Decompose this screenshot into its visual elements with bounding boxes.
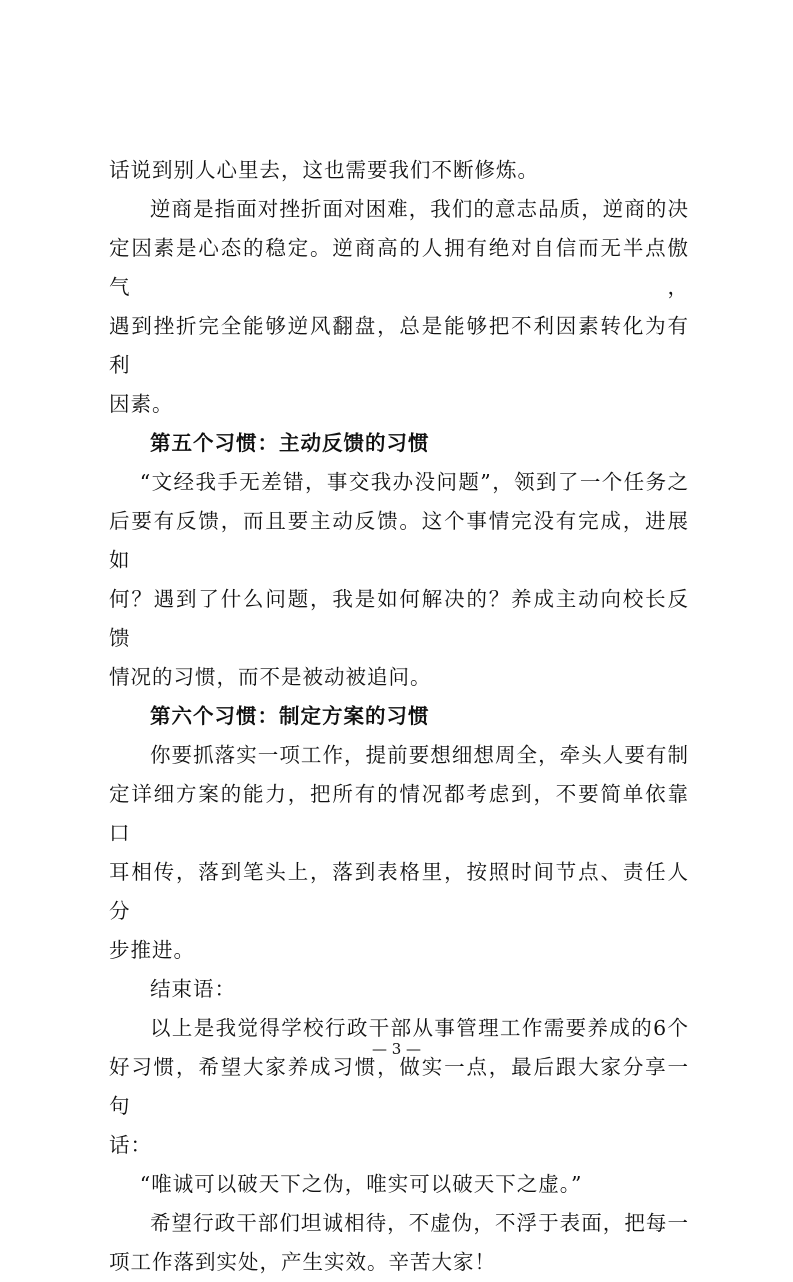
text-line: 定详细方案的能力，把所有的情况都考虑到，不要简单依靠口 (109, 782, 689, 845)
text-line: “文经我手无差错，事交我办没问题”，领到了一个任务之 (139, 470, 689, 494)
text-line: 逆商是指面对挫折面对困难，我们的意志品质，逆商的决 (150, 197, 689, 221)
text-line: 后要有反馈，而且要主动反馈。这个事情完没有完成，进展如 (109, 509, 689, 572)
text-line: 定因素是心态的稳定。逆商高的人拥有绝对自信而无半点傲气， (109, 236, 689, 299)
text-line: 项工作落到实处，产生实效。辛苦大家！ (109, 1250, 496, 1274)
page-number: — 3 — (371, 1040, 422, 1058)
paragraph-plan (109, 736, 689, 970)
text-line: 情况的习惯，而不是被动被追问。 (109, 665, 432, 689)
text-line: 步推进。 (109, 938, 195, 962)
paragraph-feedback (109, 463, 689, 697)
text-line: 你要抓落实一项工作，提前要想细想周全，牵头人要有制 (150, 743, 689, 767)
text-line: 话： (109, 1133, 152, 1157)
text-line: 何？遇到了什么问题，我是如何解决的？养成主动向校长反馈 (109, 587, 689, 650)
text-line: 耳相传，落到笔头上，落到表格里，按照时间节点、责任人分 (109, 860, 689, 923)
text-line: 以上是我觉得学校行政干部从事管理工作需要养成的6个 (150, 1016, 689, 1040)
paragraph-summary (109, 1009, 689, 1165)
document-body (109, 151, 689, 1282)
text-line: 希望行政干部们坦诚相待，不虚伪，不浮于表面，把每一 (150, 1211, 689, 1235)
text-line: 遇到挫折完全能够逆风翻盘，总是能够把不利因素转化为有利 (109, 314, 689, 377)
paragraph-continuation (109, 151, 689, 190)
paragraph-adversity-quotient (109, 190, 689, 424)
section-heading-habit-6: 第六个习惯：制定方案的习惯 (150, 704, 430, 728)
paragraph-conclusion-label: 结束语： (150, 977, 236, 1001)
text-line: 因素。 (109, 392, 174, 416)
text-line: 话说到别人心里去，这也需要我们不断修炼。 (109, 158, 539, 182)
paragraph-quote: “唯诚可以破天下之伪，唯实可以破天下之虚。” (139, 1172, 583, 1196)
section-heading-habit-5: 第五个习惯：主动反馈的习惯 (150, 431, 430, 455)
text-line: 好习惯，希望大家养成习惯，做实一点，最后跟大家分享一句 (109, 1055, 689, 1118)
paragraph-closing (109, 1204, 689, 1282)
